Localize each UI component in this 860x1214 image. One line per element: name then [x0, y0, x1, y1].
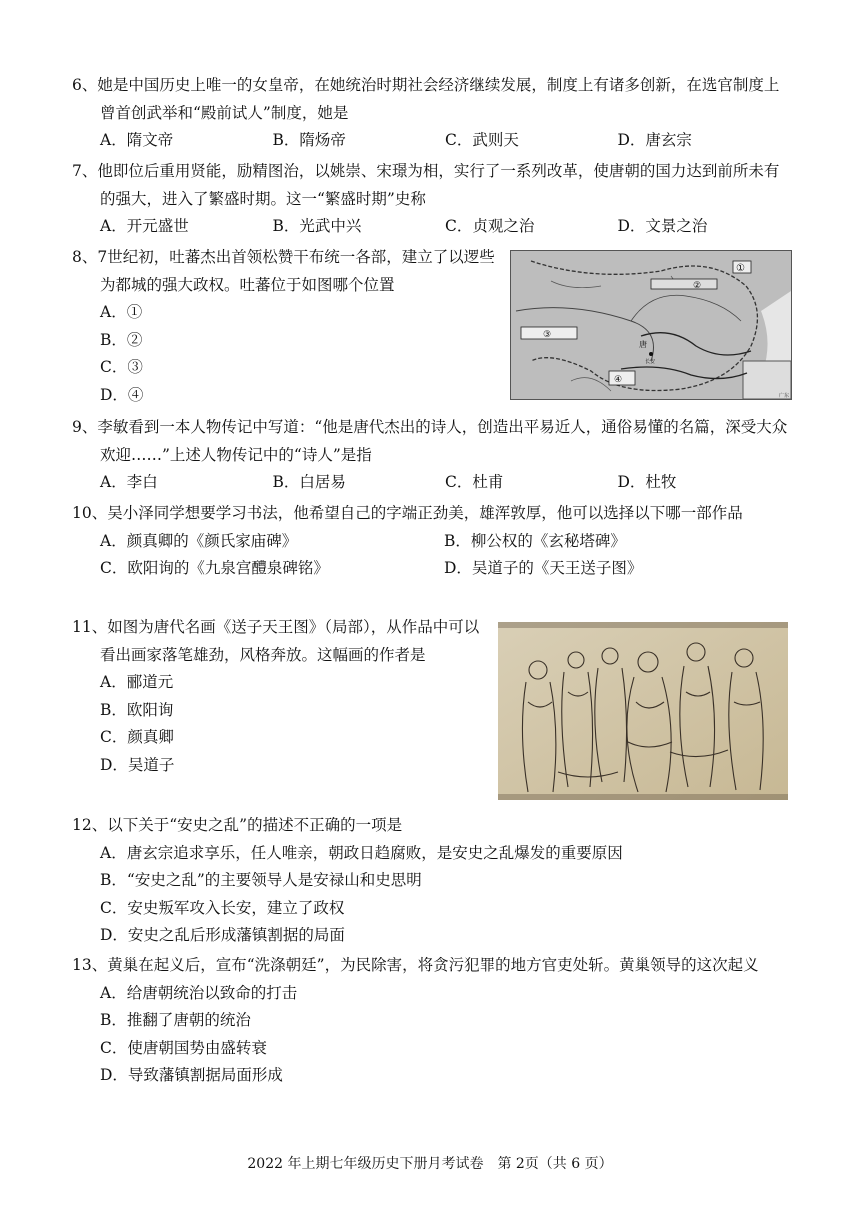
question-12	[72, 812, 790, 950]
option-a[interactable]: A．李白	[100, 473, 158, 491]
option-b[interactable]: B．光武中兴	[272, 217, 362, 235]
map-tang-label: 唐	[639, 340, 647, 349]
question-8	[72, 244, 497, 409]
options	[72, 469, 790, 497]
option-b[interactable]: B．隋炀帝	[272, 131, 346, 149]
map-label-4: ④	[614, 375, 623, 385]
question-stem: 9、李敏看到一本人物传记中写道：“他是唐代杰出的诗人，创造出平易近人，通俗易懂的名篇，深受大众欢迎……”上述人物传记中的“诗人”是指	[72, 418, 788, 464]
option-d[interactable]: D．吴道子的《天王送子图》	[444, 559, 643, 577]
option-d[interactable]: D．杜牧	[617, 473, 677, 491]
map-inset-label: 广东	[779, 393, 790, 399]
option-b[interactable]: B．推翻了唐朝的统治	[100, 1011, 251, 1029]
map-label-2: ②	[693, 281, 702, 291]
option-c[interactable]: C．使唐朝国势由盛转衰	[100, 1038, 267, 1057]
question-stem: 6、她是中国历史上唯一的女皇帝，在她统治时期社会经济继续发展，制度上有诸多创新，在选官制度上曾首创武举和“殿前试人”制度，她是	[72, 76, 780, 122]
painting-image	[498, 622, 788, 800]
tang-map-image	[510, 250, 792, 400]
option-c[interactable]: C．颜真卿	[100, 728, 174, 746]
option-d[interactable]: D．安史之乱后形成藩镇割据的局面	[100, 926, 345, 944]
painting-svg	[498, 622, 788, 800]
options	[72, 213, 790, 241]
option-b[interactable]: B．“安史之乱”的主要领导人是安禄山和史思明	[100, 871, 422, 889]
options	[72, 127, 790, 155]
option-c[interactable]: C．武则天	[445, 131, 519, 149]
question-stem: 12、以下关于“安史之乱”的描述不正确的一项是	[72, 816, 403, 834]
map-label-1: ①	[736, 263, 745, 274]
option-d[interactable]: D．导致藩镇割据局面形成	[100, 1066, 283, 1084]
option-d[interactable]: D．文景之治	[617, 217, 708, 235]
question-10	[72, 500, 790, 583]
question-6	[72, 72, 790, 155]
option-d[interactable]: D．吴道子	[100, 755, 175, 774]
option-c[interactable]: C．欧阳询的《九泉宫醴泉碑铭》	[100, 559, 329, 577]
question-11	[72, 614, 484, 779]
option-a[interactable]: A．①	[100, 303, 143, 321]
question-13	[72, 952, 790, 1090]
option-c[interactable]: C．③	[100, 358, 143, 376]
option-b[interactable]: B．欧阳询	[100, 700, 174, 719]
question-stem: 7、他即位后重用贤能，励精图治，以姚崇、宋璟为相，实行了一系列改革，使唐朝的国力达到前所未有的强大，进入了繁盛时期。这一“繁盛时期”史称	[72, 162, 780, 208]
option-a[interactable]: A．给唐朝统治以致命的打击	[100, 983, 298, 1002]
option-d[interactable]: D．④	[100, 385, 144, 404]
option-b[interactable]: B．②	[100, 330, 143, 349]
question-stem: 10、吴小泽同学想要学习书法，他希望自己的字端正劲美，雄浑敦厚，他可以选择以下哪一部作品	[72, 504, 743, 522]
option-a[interactable]: A．开元盛世	[100, 217, 189, 235]
option-c[interactable]: C．杜甫	[445, 473, 504, 491]
options	[72, 528, 790, 583]
option-b[interactable]: B．柳公权的《玄秘塔碑》	[444, 531, 626, 550]
option-d[interactable]: D．唐玄宗	[617, 131, 692, 149]
question-7	[72, 158, 790, 241]
map-city-label: 长安	[645, 359, 656, 365]
question-9	[72, 414, 790, 497]
option-c[interactable]: C．贞观之治	[445, 217, 535, 235]
page-footer: 2022 年上期七年级历史下册月考试卷 第 2页（共 6 页）	[247, 1156, 613, 1172]
option-a[interactable]: A．颜真卿的《颜氏家庙碑》	[100, 531, 298, 550]
map-svg	[511, 251, 791, 399]
question-stem: 8、7世纪初，吐蕃杰出首领松赞干布统一各部，建立了以逻些为都城的强大政权。吐蕃位于如图哪个位置	[72, 248, 495, 294]
option-a[interactable]: A．隋文帝	[100, 131, 174, 149]
question-stem: 13、黄巢在起义后，宣布“洗涤朝廷”，为民除害，将贪污犯罪的地方官吏处斩。黄巢领导的这次起义	[72, 956, 759, 974]
option-a[interactable]: A．唐玄宗追求享乐，任人唯亲，朝政日趋腐败，是安史之乱爆发的重要原因	[100, 843, 623, 862]
option-b[interactable]: B．白居易	[272, 473, 346, 491]
option-a[interactable]: A．郦道元	[100, 673, 174, 691]
question-stem: 11、如图为唐代名画《送子天王图》（局部），从作品中可以看出画家落笔雄劲，风格奔放。这幅画的作者是	[72, 618, 480, 664]
map-label-3: ③	[543, 330, 552, 340]
option-c[interactable]: C．安史叛军攻入长安，建立了政权	[100, 898, 345, 917]
